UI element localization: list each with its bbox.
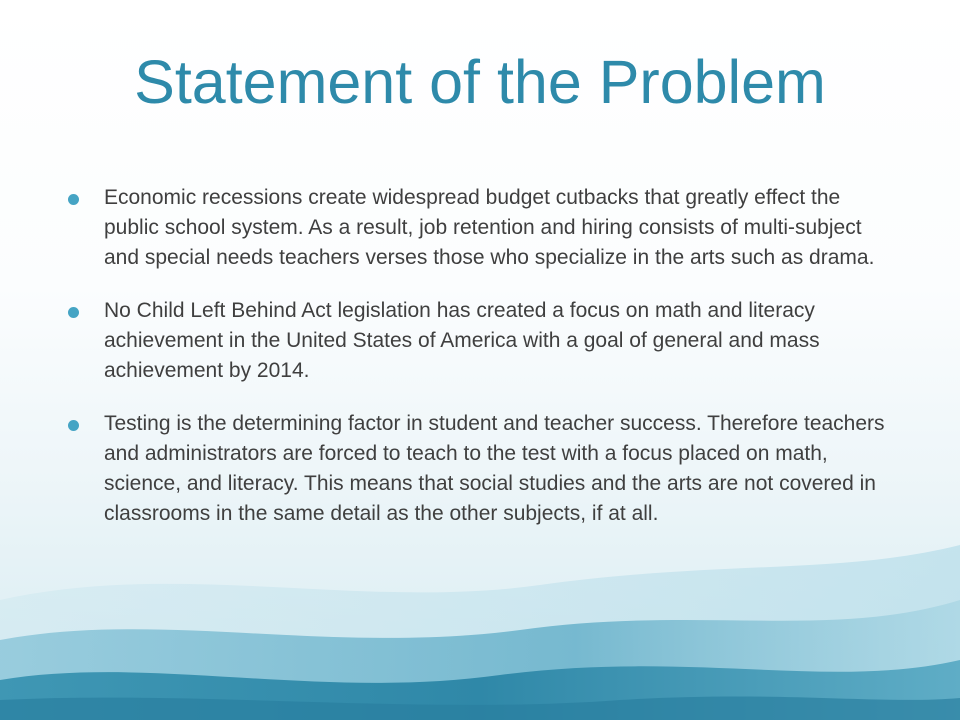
- bullet-text: No Child Left Behind Act legislation has created a focus on math and literacy achievement in the United States of America with a goal of general and mass achievement by 2014.: [104, 299, 820, 382]
- bullet-list: [66, 183, 896, 552]
- bullet-text: Economic recessions create widespread budget cutbacks that greatly effect the public school system. As a result, job retention and hiring consists of multi-subject and special needs teachers verses those who specialize in the arts such as drama.: [104, 186, 875, 269]
- bullet-item: [66, 409, 896, 529]
- bullet-point-icon: [68, 307, 79, 318]
- bullet-item: [66, 183, 896, 273]
- slide-title: Statement of the Problem: [134, 48, 826, 116]
- bullet-text: Testing is the determining factor in student and teacher success. Therefore teachers and administrators are forced to teach to the test with a focus placed on math, science, and literacy. This means that social studies and the arts are not covered in classrooms in the same detail as the other subjects, if at all.: [104, 412, 885, 525]
- bullet-item: [66, 296, 896, 386]
- bullet-point-icon: [68, 194, 79, 205]
- bullet-point-icon: [68, 420, 79, 431]
